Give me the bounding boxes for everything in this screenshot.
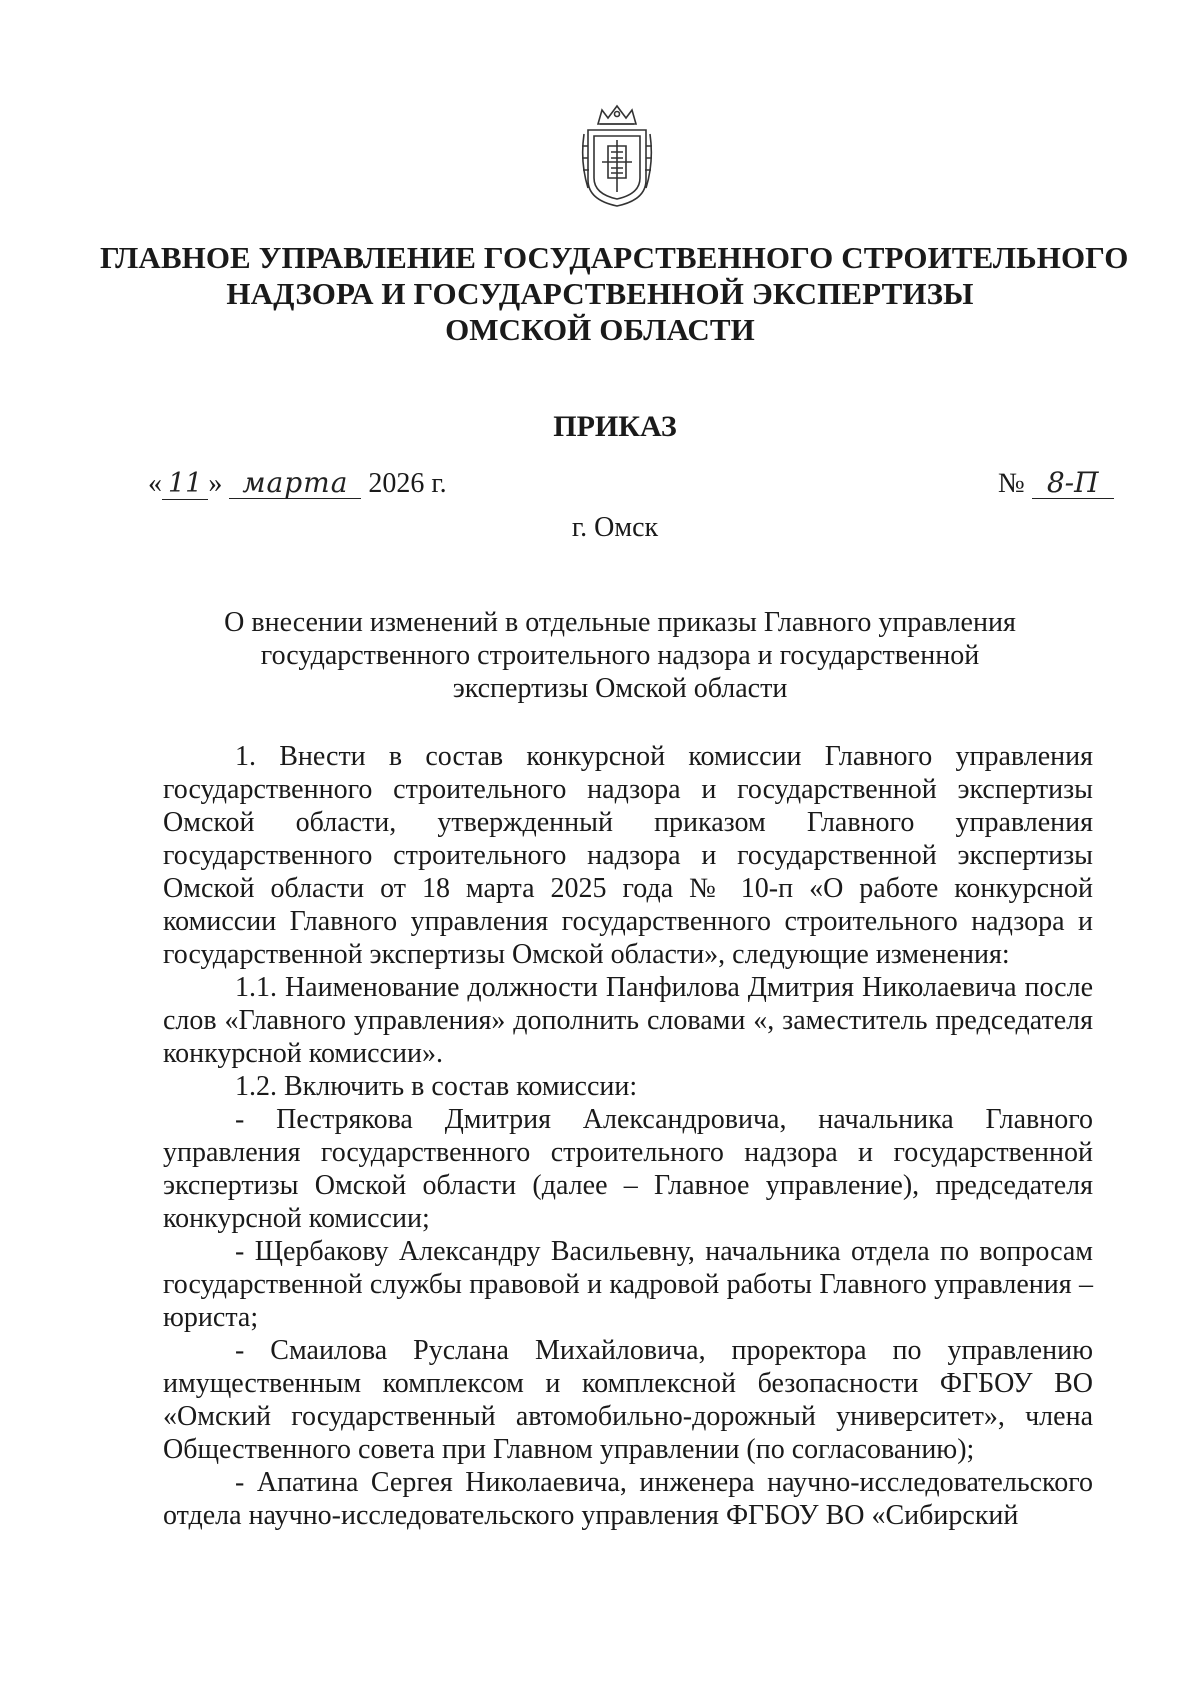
date-year: 2026 г.	[368, 468, 447, 499]
order-subject	[170, 606, 1070, 705]
order-body	[163, 740, 1093, 1532]
date-month-handwritten: марта	[229, 468, 361, 499]
member-smailov: - Смаилова Руслана Михайловича, проректора по управлению имущественным комплексом и комплексной безопасности ФГБОУ ВО «Омский государственный автомобильно-дорожный университет», члена Общественного совета при Главном управлении (по согласованию);	[163, 1335, 1093, 1465]
paragraph-1-1: 1.1. Наименование должности Панфилова Дмитрия Николаевича после слов «Главного управления» дополнить словами «, заместитель председателя конкурсной комиссии».	[163, 972, 1093, 1069]
subject-line-3: экспертизы Омской области	[452, 673, 788, 704]
paragraph-1: 1. Внести в состав конкурсной комиссии Главного управления государственного строительного надзора и государственной экспертизы Омской области, утвержденный приказом Главного управления государственного строительного надзора и государственной экспертизы Омской области от 18 марта 2025 года № 10-п «О работе конкурсной комиссии Главного управления государственного строительного надзора и государственной экспертизы Омской области», следующие изменения:	[163, 741, 1093, 970]
document-type: ПРИКАЗ	[553, 410, 677, 443]
org-title-line-3: ОМСКОЙ ОБЛАСТИ	[445, 312, 755, 347]
paragraph-1-2: 1.2. Включить в состав комиссии:	[235, 1071, 638, 1102]
subject-line-1: О внесении изменений в отдельные приказы Главного управления	[224, 607, 1016, 638]
member-shcherbakova: - Щербакову Александру Васильевну, начальника отдела по вопросам государственной службы правовой и кадровой работы Главного управления – юриста;	[163, 1236, 1093, 1333]
order-date	[148, 468, 447, 500]
date-close-quote: »	[208, 468, 223, 499]
number-value-handwritten: 8-П	[1032, 468, 1114, 499]
member-pestryakov: - Пестрякова Дмитрия Александровича, начальника Главного управления государственного строительного надзора и государственной экспертизы Омской области (далее – Главное управление), председателя конкурсной комиссии;	[163, 1104, 1093, 1234]
date-day-handwritten: 11	[162, 469, 208, 500]
number-label: №	[998, 468, 1025, 499]
subject-line-2: государственного строительного надзора и государственной	[260, 640, 980, 671]
coat-of-arms-icon	[578, 102, 656, 210]
date-open-quote: «	[148, 468, 162, 499]
organization-title	[100, 240, 1129, 348]
city: г. Омск	[571, 512, 659, 543]
member-apatin: - Апатина Сергея Николаевича, инженера научно-исследовательского отдела научно-исследовательского управления ФГБОУ ВО «Сибирский	[163, 1467, 1093, 1531]
order-number	[998, 468, 1114, 500]
org-title-line-1: ГЛАВНОЕ УПРАВЛЕНИЕ ГОСУДАРСТВЕННОГО СТРОИТЕЛЬНОГО	[100, 240, 1129, 275]
org-title-line-2: НАДЗОРА И ГОСУДАРСТВЕННОЙ ЭКСПЕРТИЗЫ	[226, 276, 974, 311]
